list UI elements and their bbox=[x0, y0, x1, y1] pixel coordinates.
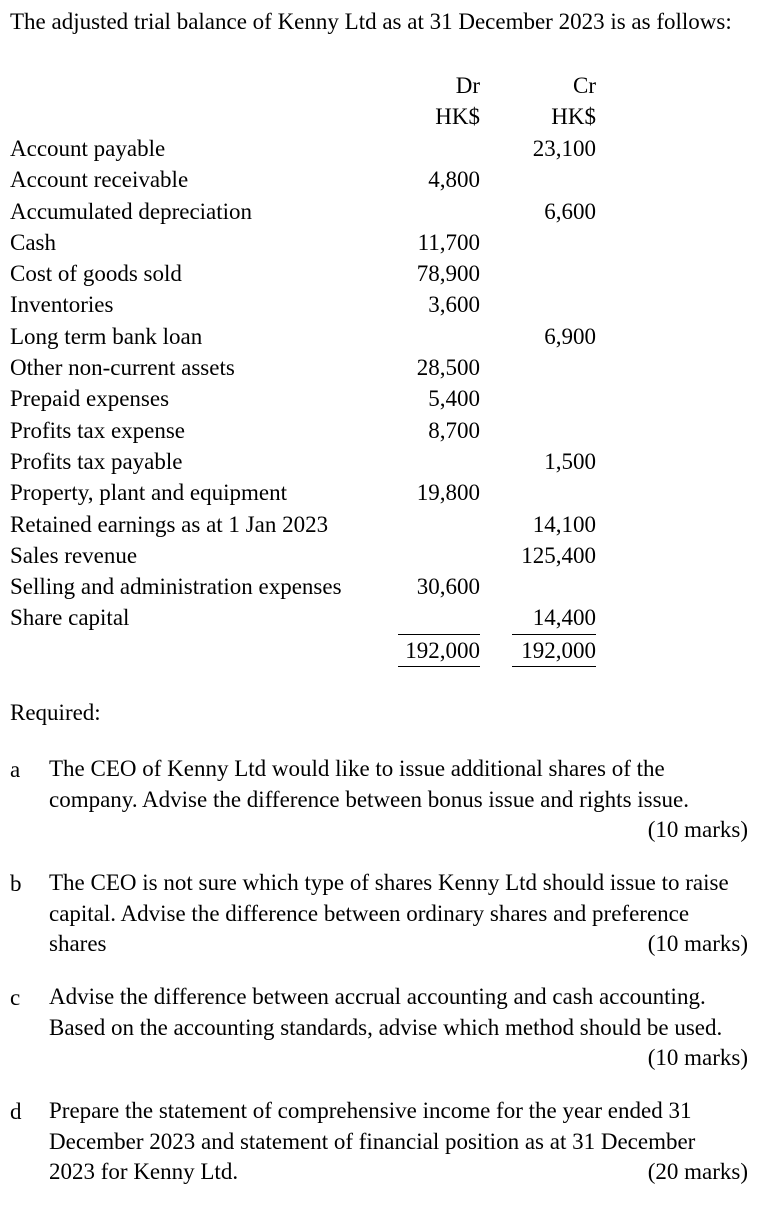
cr-heading: Cr bbox=[573, 73, 596, 98]
question-marks: (20 marks) bbox=[647, 1159, 748, 1184]
account-name: Profits tax payable bbox=[10, 448, 183, 474]
total-cr: 192,000 bbox=[521, 638, 596, 663]
dr-amount: 11,700 bbox=[417, 229, 480, 255]
account-name: Account payable bbox=[10, 136, 166, 161]
question-letter: c bbox=[10, 985, 21, 1010]
account-name: Property, plant and equipment bbox=[10, 480, 287, 506]
account-name: Selling and administration expenses bbox=[10, 574, 342, 600]
dr-amount: 30,600 bbox=[416, 574, 480, 600]
cr-amount: 14,400 bbox=[532, 605, 596, 631]
account-name: Retained earnings as at 1 Jan 2023 bbox=[10, 511, 329, 537]
cr-amount: 1,500 bbox=[544, 448, 596, 474]
dr-heading: Dr bbox=[455, 73, 480, 98]
question-marks: (10 marks) bbox=[647, 1045, 748, 1070]
question-text: Prepare the statement of comprehensive income for the year ended 31 December 2023 and statement of financial position as at 31 December 2023 for Kenny Ltd. bbox=[49, 1098, 696, 1184]
question-marks: (10 marks) bbox=[647, 931, 748, 956]
required-heading: Required: bbox=[10, 700, 101, 725]
dr-amount: 19,800 bbox=[416, 480, 480, 506]
total-dr: 192,000 bbox=[405, 638, 480, 663]
account-name: Long term bank loan bbox=[10, 323, 203, 349]
account-name: Accumulated depreciation bbox=[10, 198, 253, 224]
dr-amount: 4,800 bbox=[428, 167, 480, 193]
cr-amount: 125,400 bbox=[521, 542, 596, 568]
question-text: Advise the difference between accrual accounting and cash accounting. Based on the accounting standards, advise which method should be used. bbox=[49, 984, 723, 1040]
dr-column-header bbox=[396, 70, 480, 132]
dr-currency: HK$ bbox=[435, 104, 480, 129]
account-name: Share capital bbox=[10, 605, 130, 631]
account-name: Prepaid expenses bbox=[10, 386, 170, 412]
dr-amount: 28,500 bbox=[416, 355, 480, 381]
cr-amount: 23,100 bbox=[532, 136, 596, 161]
account-name: Cost of goods sold bbox=[10, 261, 182, 287]
account-name: Other non-current assets bbox=[10, 355, 235, 381]
cr-currency: HK$ bbox=[551, 104, 596, 129]
account-name: Account receivable bbox=[10, 167, 189, 193]
account-name: Inventories bbox=[10, 292, 114, 318]
question-letter: d bbox=[10, 1099, 22, 1124]
dr-amount: 78,900 bbox=[416, 261, 480, 287]
intro-paragraph: The adjusted trial balance of Kenny Ltd as at 31 December 2023 is as follows: bbox=[10, 9, 732, 34]
dr-amount: 8,700 bbox=[428, 417, 480, 443]
dr-amount: 5,400 bbox=[428, 386, 480, 412]
question-text: The CEO is not sure which type of shares Kenny Ltd should issue to raise capital. Advise the difference between ordinary shares and preference shares bbox=[49, 870, 729, 956]
cr-column-header bbox=[512, 70, 596, 132]
cr-total-rule-bottom bbox=[512, 666, 596, 667]
question-text: The CEO of Kenny Ltd would like to issue additional shares of the company. Advise the difference between bonus issue and rights issue. bbox=[49, 756, 690, 812]
account-name: Profits tax expense bbox=[10, 417, 186, 443]
cr-amount: 14,100 bbox=[532, 511, 596, 537]
question-marks: (10 marks) bbox=[647, 817, 748, 842]
account-name: Sales revenue bbox=[10, 542, 138, 568]
question-letter: b bbox=[10, 871, 22, 896]
dr-amount: 3,600 bbox=[428, 292, 480, 318]
question-letter: a bbox=[10, 757, 21, 782]
cr-amount: 6,900 bbox=[544, 323, 596, 349]
account-name: Cash bbox=[10, 229, 56, 255]
cr-amount: 6,600 bbox=[544, 198, 596, 224]
dr-total-rule-bottom bbox=[398, 666, 480, 667]
